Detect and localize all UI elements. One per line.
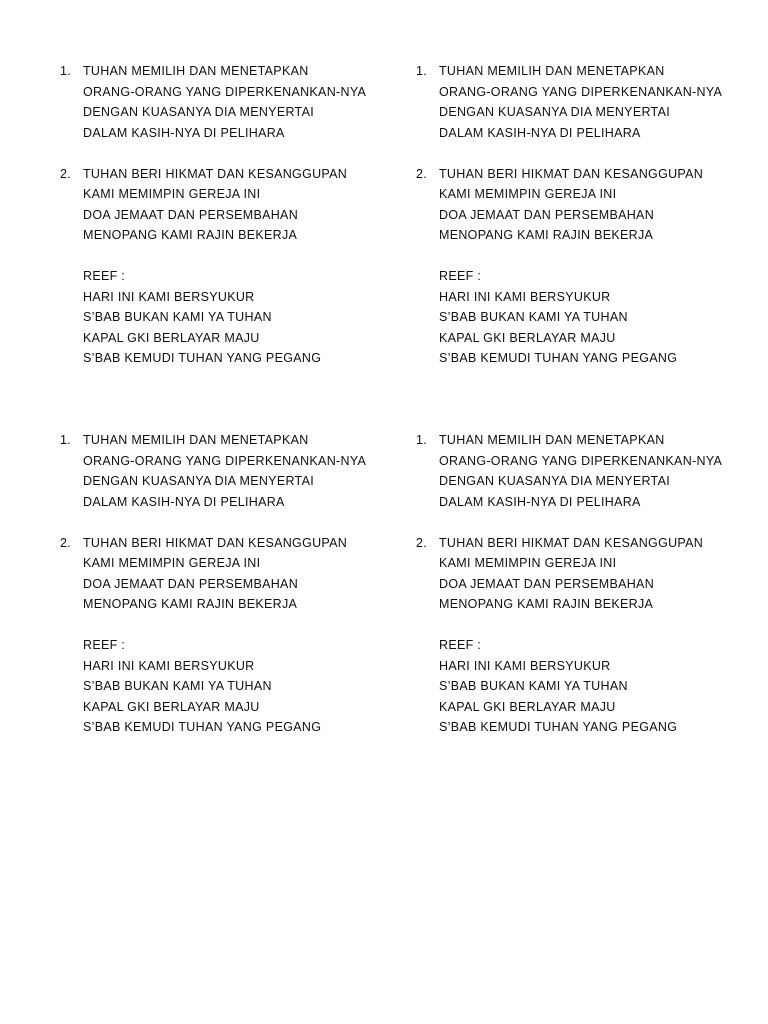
- reff-label: REEF :: [439, 638, 482, 652]
- verse-2-line-3: DOA JEMAAT DAN PERSEMBAHAN: [439, 576, 655, 591]
- verse-2-line-3: DOA JEMAAT DAN PERSEMBAHAN: [439, 207, 655, 222]
- reff-line-3: KAPAL GKI BERLAYAR MAJU: [439, 330, 616, 345]
- verse-2-line-3: DOA JEMAAT DAN PERSEMBAHAN: [83, 207, 299, 222]
- spacer: [416, 512, 746, 533]
- verse-2-line-2: KAMI MEMIMPIN GEREJA INI: [439, 187, 617, 201]
- reff-line-2: S’BAB BUKAN KAMI YA TUHAN: [439, 679, 628, 693]
- spacer: [60, 615, 390, 636]
- spacer: [60, 512, 390, 533]
- verse-1-number: 1.: [416, 64, 428, 78]
- verse-1-text: TUHAN MEMILIH DAN MENETAPKAN: [83, 64, 309, 78]
- reff-line-1: HARI INI KAMI BERSYUKUR: [439, 289, 611, 304]
- verse-2-line-4: MENOPANG KAMI RAJIN BEKERJA: [83, 228, 298, 242]
- reff-label: REEF :: [83, 269, 126, 283]
- verse-1-line-1: [60, 430, 390, 451]
- reff-line-1: HARI INI KAMI BERSYUKUR: [83, 658, 255, 673]
- verse-2-line-1: [416, 164, 746, 185]
- verse-2-line-1: [60, 533, 390, 554]
- reff-line-1: HARI INI KAMI BERSYUKUR: [83, 289, 255, 304]
- reff-label: REEF :: [439, 269, 482, 283]
- reff-line-2: S’BAB BUKAN KAMI YA TUHAN: [83, 310, 272, 324]
- verse-2-text: TUHAN BERI HIKMAT DAN KESANGGUPAN: [83, 166, 348, 181]
- reff-line-2: S’BAB BUKAN KAMI YA TUHAN: [439, 310, 628, 324]
- verse-2-line-4: MENOPANG KAMI RAJIN BEKERJA: [439, 228, 654, 242]
- lyrics-block-bottom-right: [416, 430, 746, 738]
- verse-1-line-3: DENGAN KUASANYA DIA MENYERTAI: [439, 105, 670, 119]
- verse-1-line-3: DENGAN KUASANYA DIA MENYERTAI: [439, 474, 670, 488]
- reff-line-3: KAPAL GKI BERLAYAR MAJU: [83, 699, 260, 714]
- verse-1-line-4: DALAM KASIH-NYA DI PELIHARA: [83, 494, 285, 509]
- verse-1-line-2: ORANG-ORANG YANG DIPERKENANKAN-NYA: [83, 84, 367, 99]
- lyrics-block-top-left: [60, 61, 390, 369]
- spacer: [60, 143, 390, 164]
- verse-1-line-2: ORANG-ORANG YANG DIPERKENANKAN-NYA: [439, 84, 723, 99]
- verse-2-line-1: [60, 164, 390, 185]
- reff-line-4: S’BAB KEMUDI TUHAN YANG PEGANG: [439, 720, 678, 734]
- verse-2-line-4: MENOPANG KAMI RAJIN BEKERJA: [83, 597, 298, 611]
- verse-1-text: TUHAN MEMILIH DAN MENETAPKAN: [439, 433, 665, 447]
- reff-label: REEF :: [83, 638, 126, 652]
- verse-1-line-3: DENGAN KUASANYA DIA MENYERTAI: [83, 105, 314, 119]
- verse-1-text: TUHAN MEMILIH DAN MENETAPKAN: [83, 433, 309, 447]
- verse-1-line-4: DALAM KASIH-NYA DI PELIHARA: [439, 125, 641, 140]
- verse-2-line-4: MENOPANG KAMI RAJIN BEKERJA: [439, 597, 654, 611]
- verse-1-line-4: DALAM KASIH-NYA DI PELIHARA: [83, 125, 285, 140]
- reff-line-3: KAPAL GKI BERLAYAR MAJU: [83, 330, 260, 345]
- verse-2-text: TUHAN BERI HIKMAT DAN KESANGGUPAN: [439, 166, 704, 181]
- verse-1-line-1: [416, 61, 746, 82]
- verse-1-line-1: [416, 430, 746, 451]
- verse-1-text: TUHAN MEMILIH DAN MENETAPKAN: [439, 64, 665, 78]
- lyrics-block-bottom-left: [60, 430, 390, 738]
- verse-2-number: 2.: [416, 166, 428, 181]
- reff-line-4: S’BAB KEMUDI TUHAN YANG PEGANG: [83, 351, 322, 365]
- verse-2-line-2: KAMI MEMIMPIN GEREJA INI: [83, 556, 261, 570]
- verse-2-line-2: KAMI MEMIMPIN GEREJA INI: [83, 187, 261, 201]
- reff-line-4: S’BAB KEMUDI TUHAN YANG PEGANG: [439, 351, 678, 365]
- spacer: [416, 615, 746, 636]
- verse-2-text: TUHAN BERI HIKMAT DAN KESANGGUPAN: [83, 535, 348, 550]
- verse-1-line-4: DALAM KASIH-NYA DI PELIHARA: [439, 494, 641, 509]
- reff-line-2: S’BAB BUKAN KAMI YA TUHAN: [83, 679, 272, 693]
- verse-2-number: 2.: [416, 535, 428, 550]
- verse-1-number: 1.: [416, 433, 428, 447]
- spacer: [416, 246, 746, 267]
- verse-1-line-2: ORANG-ORANG YANG DIPERKENANKAN-NYA: [439, 453, 723, 468]
- verse-1-number: 1.: [60, 433, 72, 447]
- verse-2-line-1: [416, 533, 746, 554]
- verse-2-line-2: KAMI MEMIMPIN GEREJA INI: [439, 556, 617, 570]
- verse-1-line-2: ORANG-ORANG YANG DIPERKENANKAN-NYA: [83, 453, 367, 468]
- verse-2-number: 2.: [60, 535, 72, 550]
- verse-2-number: 2.: [60, 166, 72, 181]
- spacer: [60, 246, 390, 267]
- reff-line-1: HARI INI KAMI BERSYUKUR: [439, 658, 611, 673]
- spacer: [416, 143, 746, 164]
- verse-2-text: TUHAN BERI HIKMAT DAN KESANGGUPAN: [439, 535, 704, 550]
- verse-2-line-3: DOA JEMAAT DAN PERSEMBAHAN: [83, 576, 299, 591]
- verse-1-line-1: [60, 61, 390, 82]
- reff-line-4: S’BAB KEMUDI TUHAN YANG PEGANG: [83, 720, 322, 734]
- reff-line-3: KAPAL GKI BERLAYAR MAJU: [439, 699, 616, 714]
- verse-1-number: 1.: [60, 64, 72, 78]
- verse-1-line-3: DENGAN KUASANYA DIA MENYERTAI: [83, 474, 314, 488]
- lyrics-block-top-right: [416, 61, 746, 369]
